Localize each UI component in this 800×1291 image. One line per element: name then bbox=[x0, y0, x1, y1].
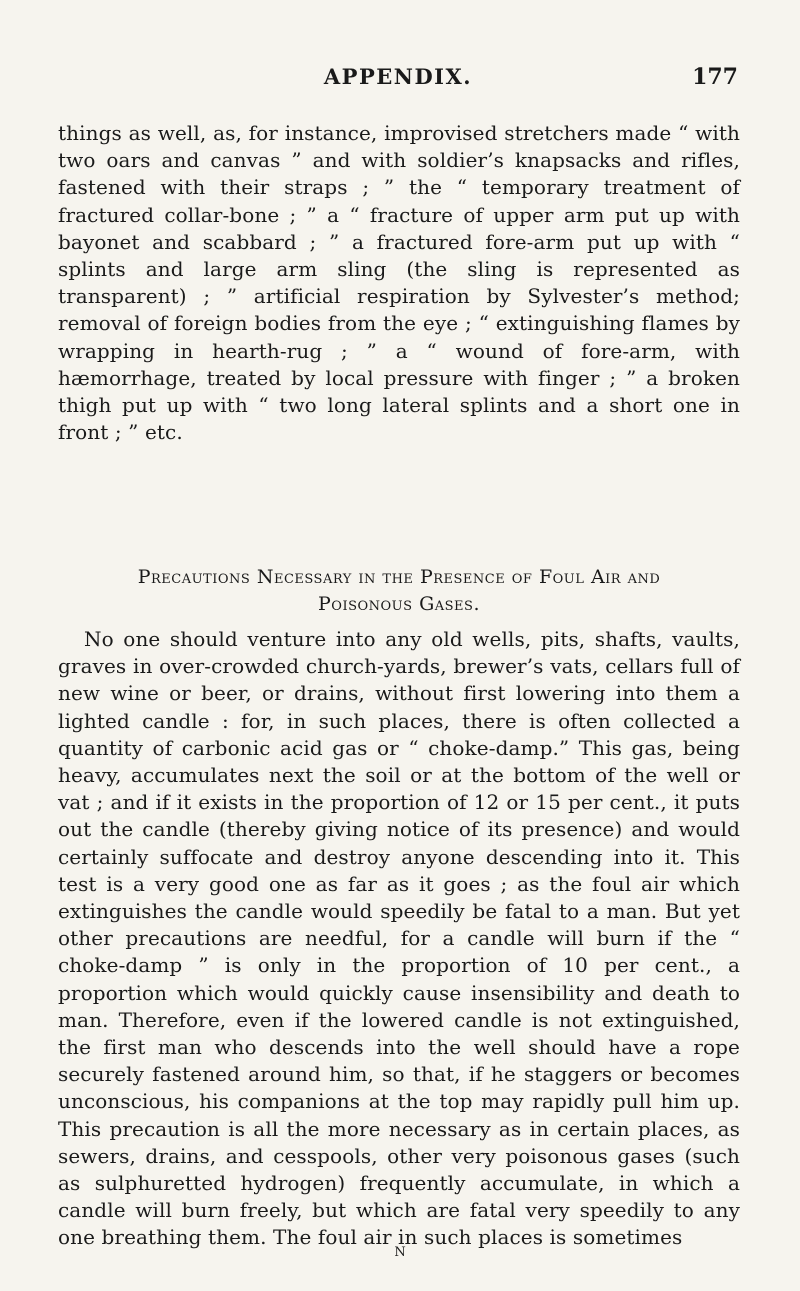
running-title: APPENDIX. bbox=[323, 64, 473, 89]
signature-mark: N bbox=[394, 1245, 406, 1260]
section-heading-line-2: Poisonous Gases. bbox=[318, 593, 480, 615]
section-heading bbox=[58, 564, 740, 618]
running-head bbox=[58, 64, 738, 104]
section-heading-line-1: Precautions Necessary in the Presence of Foul Air and bbox=[137, 566, 661, 588]
continued-paragraph: things as well, as, for instance, improvised stretchers made “ with two oars and canvas ” and with soldier’s knapsacks and rifles, fastened with their straps ; ” the “ temporary treatment of fractured collar-bone ; ” a “ fracture of upper arm put up with bayonet and scabbard ; ” a fractured fore-arm put up with “ splints and large arm sling (the sling is represented as transparent) ; ” artificial respiration by Sylvester’s method; removal of foreign bodies from the eye ; “ extinguishing flames by wrapping in hearth-rug ; ” a “ wound of fore-arm, with hæmorrhage, treated by local pressure with finger ; ” a broken thigh put up with “ two long lateral splints and a short one in front ; ” etc. bbox=[58, 121, 740, 445]
section-paragraph: No one should venture into any old wells, pits, shafts, vaults, graves in over-crowded church-yards, brewer’s vats, cellars full of new wine or beer, or drains, without first lowering into them a lighted candle : for, in such places, there is often collected a quantity of carbonic acid gas or “ choke-damp.” This gas, being heavy, accumulates next the soil or at the bottom of the well or vat ; and if it exists in the proportion of 12 or 15 per cent., it puts out the candle (thereby giving notice of its presence) and would certainly suffocate and destroy anyone descending into it. This test is a very good one as far as it goes ; as the foul air which extinguishes the candle would speedily be fatal to a man. But yet other precautions are needful, for a candle will burn if the “ choke-damp ” is only in the proportion of 10 per cent., a proportion which would quickly cause insensibility and death to man. Therefore, even if the lowered candle is not extinguished, the first man who descends into the well should have a rope securely fastened around him, so that, if he staggers or becomes unconscious, his companions at the top may rapidly pull him up. This precaution is all the more necessary as in certain places, as sewers, drains, and cesspools, other very poisonous gases (such as sulphuretted hydrogen) frequently accumulate, in which a candle will burn freely, but which are fatal very speedily to any one breathing them. The foul air in such places is sometimes bbox=[58, 627, 740, 1250]
page-number: 177 bbox=[692, 64, 738, 90]
